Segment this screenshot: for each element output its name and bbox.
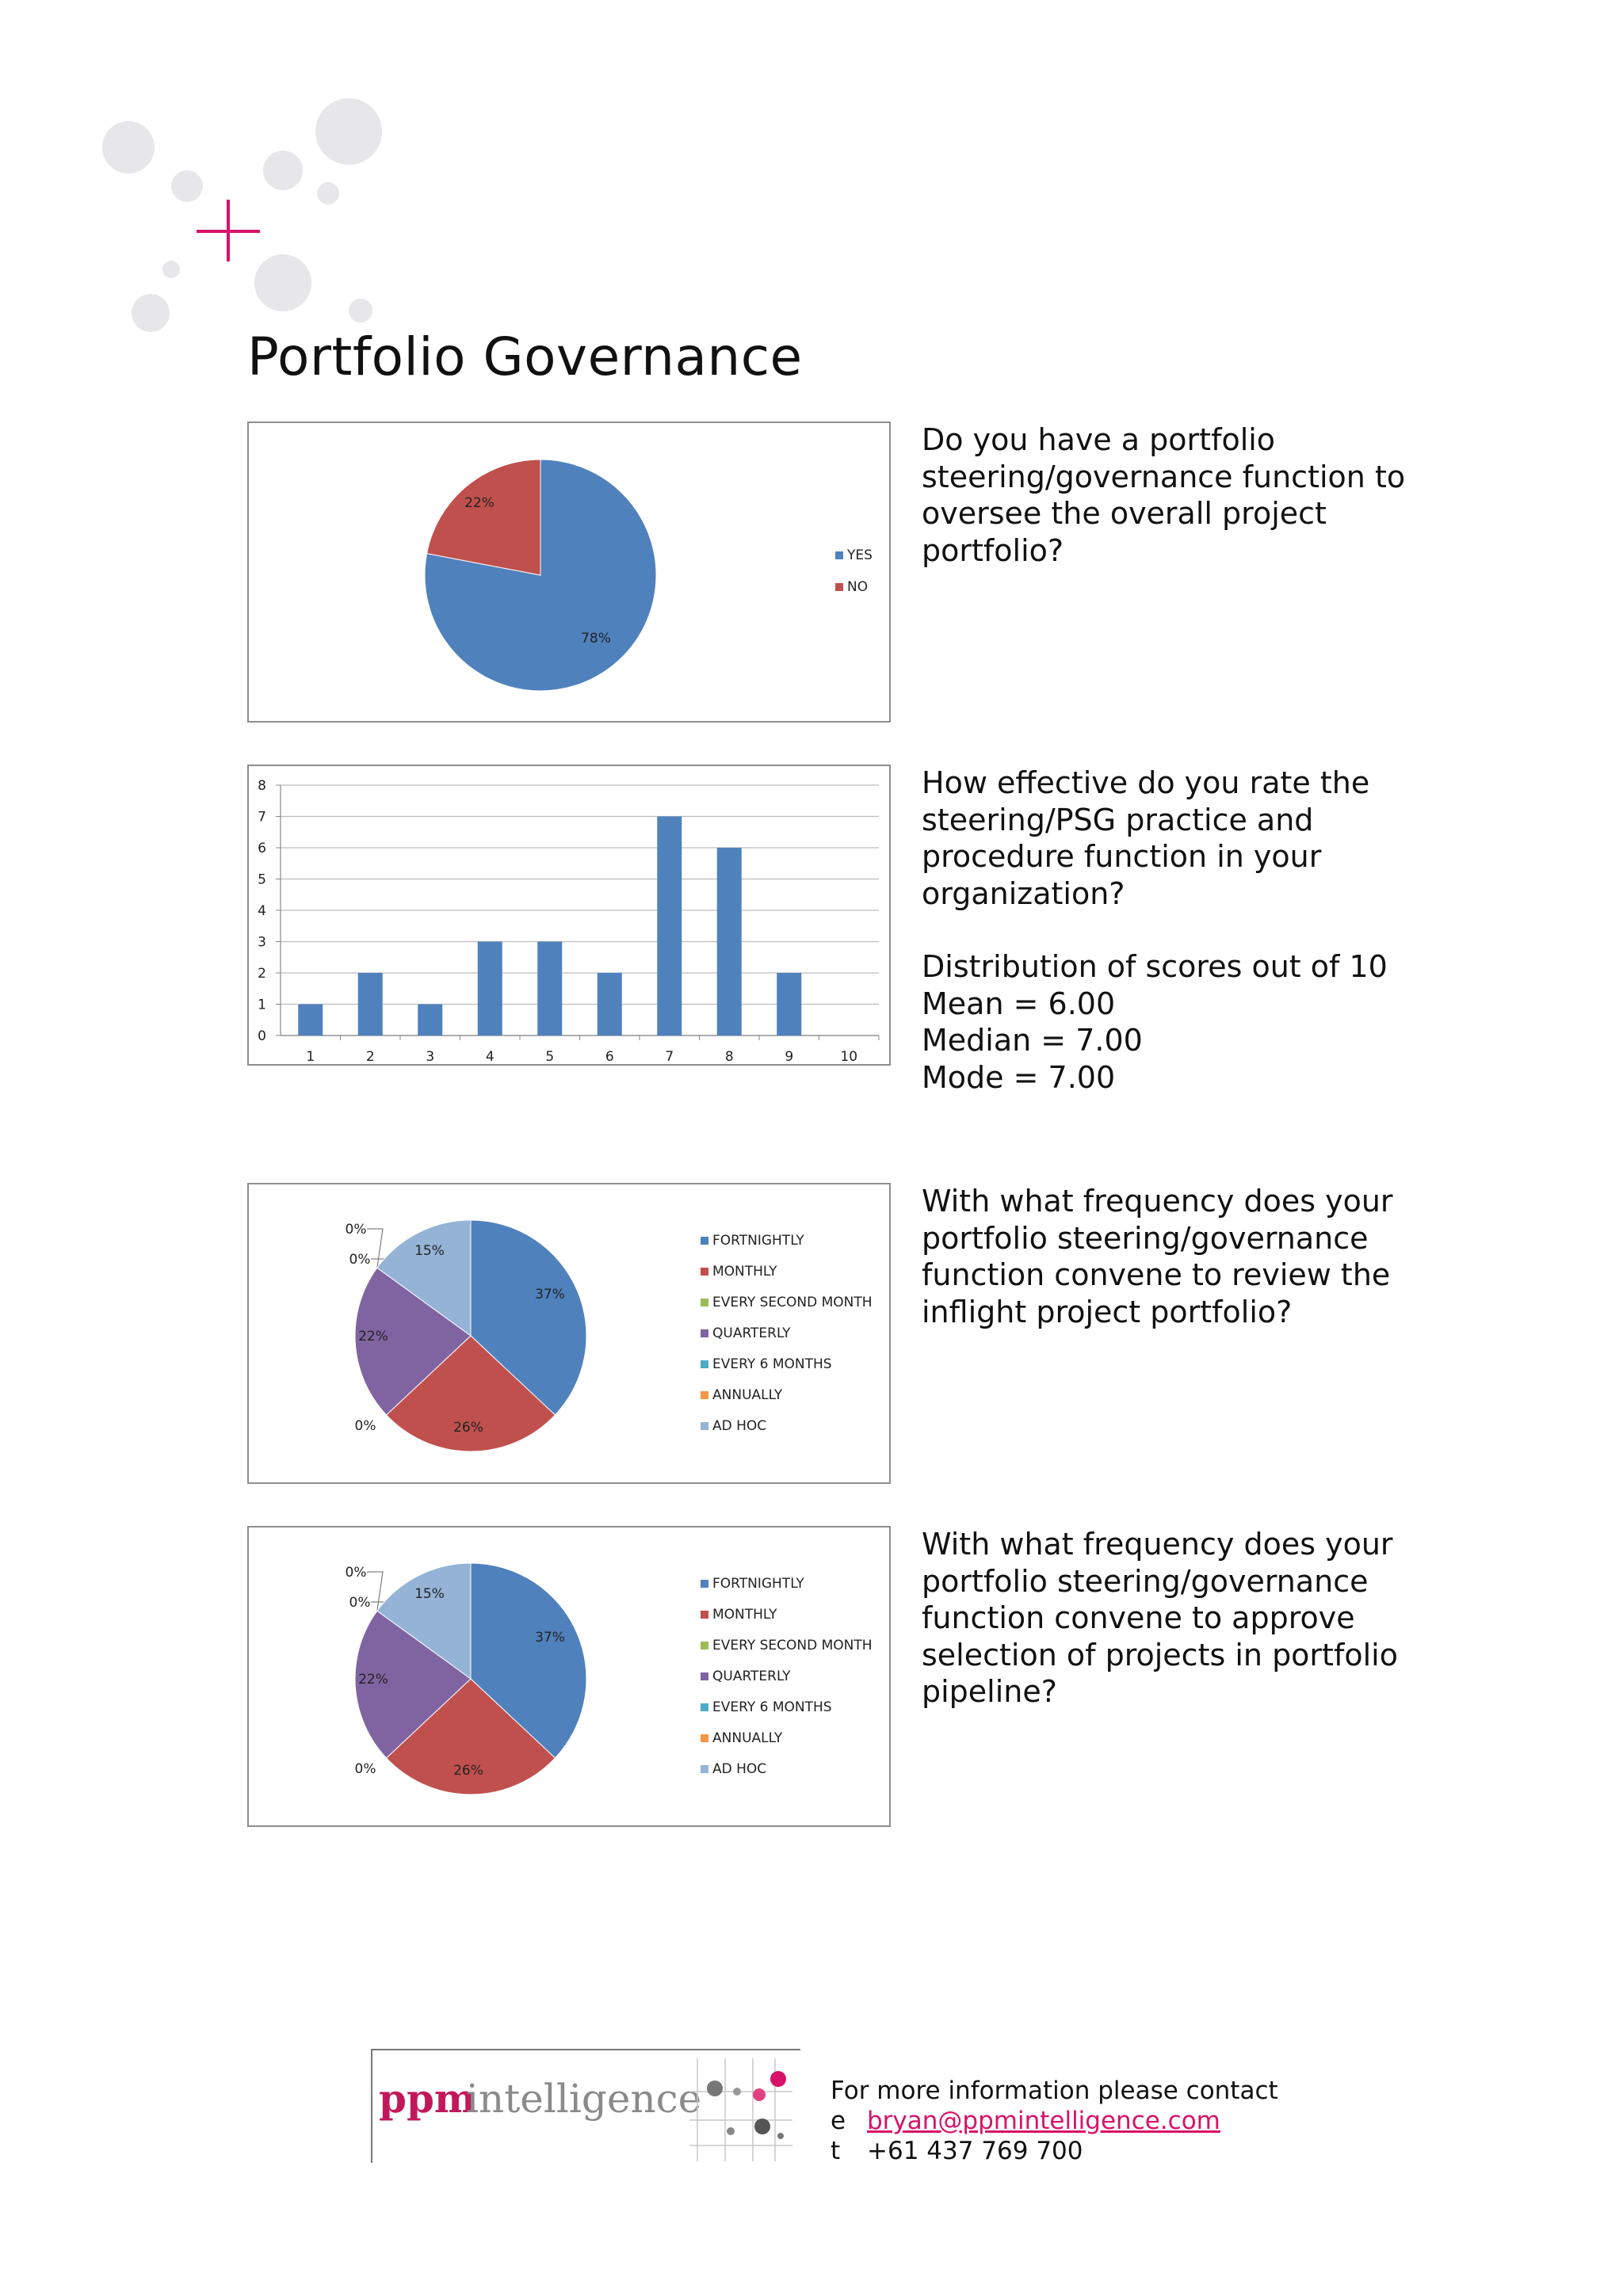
chart-approve-frequency: [247, 1526, 891, 1827]
email-label: e: [831, 2107, 846, 2135]
y-tick-label: 6: [258, 841, 266, 856]
chart-review-frequency: [247, 1183, 891, 1484]
legend-swatch: [701, 1360, 708, 1368]
x-tick-label: 8: [724, 1049, 734, 1064]
phone-number: +61 437 769 700: [867, 2137, 1083, 2165]
legend-label: AD HOC: [712, 1418, 767, 1434]
legend-swatch: [835, 551, 843, 559]
data-label: 0%: [354, 1761, 376, 1777]
legend-swatch: [701, 1672, 708, 1680]
score-stats: [922, 948, 1413, 1096]
logo-text-intelligence: intelligence: [466, 2076, 702, 2122]
x-tick-label: 3: [426, 1049, 435, 1064]
bar-3: [418, 1005, 442, 1036]
data-label: 0%: [349, 1595, 371, 1611]
legend-label: EVERY 6 MONTHS: [712, 1699, 832, 1715]
bar-9: [777, 973, 801, 1035]
question-text: With what frequency does your portfolio steering/governance function convene to approve selection of projects in portfolio pipeline?: [922, 1527, 1398, 1709]
data-label: 22%: [464, 495, 495, 511]
legend-swatch: [701, 1391, 708, 1399]
legend-swatch: [701, 1299, 708, 1306]
data-label: 15%: [414, 1586, 445, 1602]
question-review-frequency: [922, 1183, 1413, 1330]
data-label: 26%: [453, 1420, 483, 1436]
legend-swatch: [701, 1580, 708, 1588]
pie-chart-approve-frequency: [249, 1527, 889, 1825]
chart-effectiveness-scores: [247, 765, 891, 1066]
legend-swatch: [701, 1734, 708, 1742]
data-label: 37%: [535, 1630, 565, 1646]
pie-chart-review-frequency: [249, 1184, 889, 1482]
data-label: 22%: [358, 1672, 388, 1688]
data-label: 0%: [349, 1252, 371, 1268]
ppm-logo: [372, 2050, 800, 2163]
legend-swatch: [701, 1329, 708, 1337]
x-tick-label: 9: [785, 1049, 794, 1064]
legend-label: YES: [847, 547, 873, 563]
y-tick-label: 8: [258, 778, 266, 794]
bar-8: [717, 848, 742, 1035]
legend-label: QUARTERLY: [712, 1669, 791, 1684]
footer-logo: [371, 2049, 800, 2163]
y-tick-label: 1: [258, 997, 266, 1013]
legend-label: ANNUALLY: [712, 1730, 783, 1746]
contact-phone-row: [831, 2136, 1278, 2166]
bar-2: [358, 973, 383, 1035]
chart-portfolio-function: [247, 421, 891, 723]
y-tick-label: 7: [258, 809, 266, 826]
x-tick-label: 1: [306, 1049, 315, 1064]
legend-label: FORTNIGHTLY: [712, 1576, 804, 1592]
legend-label: EVERY SECOND MONTH: [712, 1638, 873, 1653]
y-tick-label: 0: [258, 1028, 266, 1044]
legend-swatch: [701, 1268, 708, 1276]
question-effectiveness: [922, 765, 1413, 1096]
legend-label: NO: [847, 579, 869, 595]
x-tick-label: 10: [840, 1049, 858, 1064]
legend-label: QUARTERLY: [712, 1325, 791, 1341]
logo-text-ppm: ppm: [379, 2075, 476, 2122]
email-link[interactable]: bryan@ppmintelligence.com: [867, 2107, 1220, 2135]
header-decoration: [0, 0, 412, 349]
bar-chart-scores: [249, 766, 889, 1064]
y-tick-label: 3: [258, 934, 266, 951]
stats-mode: Mode = 7.00: [922, 1059, 1116, 1095]
legend-label: AD HOC: [712, 1761, 767, 1777]
legend-swatch: [701, 1611, 708, 1619]
legend-swatch: [835, 583, 843, 591]
data-label: 78%: [581, 631, 611, 646]
legend-label: EVERY SECOND MONTH: [712, 1295, 873, 1310]
x-tick-label: 6: [605, 1049, 614, 1064]
x-tick-label: 7: [665, 1049, 674, 1064]
stats-heading: Distribution of scores out of 10: [922, 949, 1388, 984]
legend-label: EVERY 6 MONTHS: [712, 1356, 832, 1372]
y-tick-label: 4: [258, 903, 266, 919]
stats-mean: Mean = 6.00: [922, 986, 1116, 1021]
legend-label: MONTHLY: [712, 1264, 777, 1280]
x-tick-label: 5: [545, 1049, 555, 1064]
data-label: 26%: [453, 1763, 483, 1779]
legend-label: FORTNIGHTLY: [712, 1233, 804, 1249]
legend-label: ANNUALLY: [712, 1387, 783, 1403]
legend-swatch: [701, 1642, 708, 1650]
x-tick-label: 4: [485, 1049, 495, 1064]
bar-4: [478, 942, 502, 1036]
contact-heading: For more information please contact: [831, 2077, 1278, 2105]
contact-email-row: [831, 2106, 1278, 2136]
stats-median: Median = 7.00: [922, 1023, 1143, 1058]
question-text: How effective do you rate the steering/PSG practice and procedure function in your organization?: [922, 765, 1370, 911]
data-label: 22%: [358, 1329, 388, 1344]
x-tick-label: 2: [365, 1049, 375, 1064]
logo-dots-icon: [707, 2071, 786, 2139]
legend-swatch: [701, 1422, 708, 1430]
data-label: 0%: [345, 1565, 367, 1581]
page-title: Portfolio Governance: [247, 326, 803, 387]
legend-swatch: [701, 1703, 708, 1711]
bar-7: [657, 817, 682, 1036]
footer-contact: [831, 2076, 1278, 2166]
data-label: 0%: [345, 1222, 367, 1238]
phone-label: t: [831, 2137, 841, 2165]
y-tick-label: 2: [258, 966, 266, 982]
legend-swatch: [701, 1237, 708, 1245]
legend-label: MONTHLY: [712, 1607, 777, 1623]
question-approve-frequency: [922, 1526, 1413, 1711]
legend-swatch: [701, 1765, 708, 1773]
data-label: 37%: [535, 1287, 565, 1302]
question-portfolio-function: [922, 421, 1413, 569]
pie-chart-yes-no: [249, 423, 889, 721]
bar-1: [298, 1005, 323, 1036]
bar-6: [598, 973, 622, 1035]
y-tick-label: 5: [258, 871, 266, 888]
question-text: With what frequency does your portfolio steering/governance function convene to review the inflight project portfolio?: [922, 1184, 1393, 1329]
question-text: Do you have a portfolio steering/governance function to oversee the overall project portfolio?: [922, 422, 1406, 568]
data-label: 0%: [354, 1418, 376, 1434]
data-label: 15%: [414, 1243, 445, 1259]
bar-5: [537, 942, 562, 1036]
